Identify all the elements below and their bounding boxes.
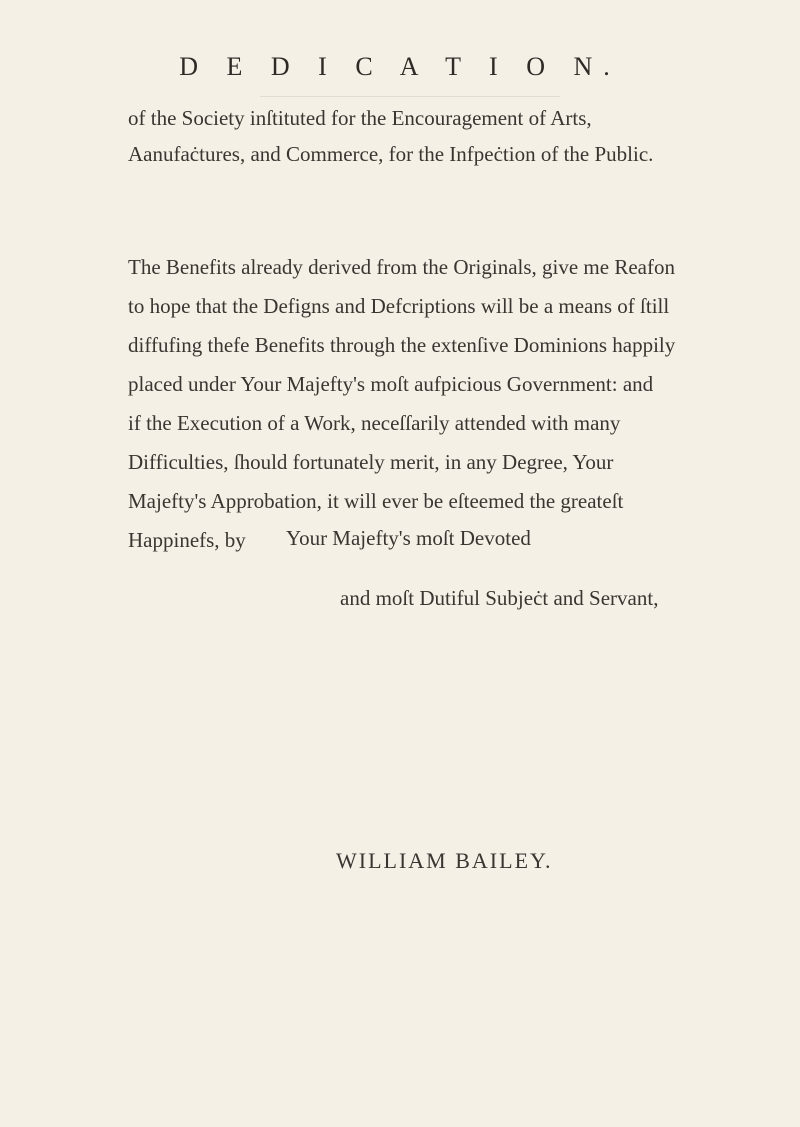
dedication-body (128, 248, 688, 560)
opening-line-2: Aanufaċtures, and Commerce, for the Infpeċtion of the Public. (128, 142, 654, 166)
body-line-1: The Benefits already derived from the Originals, give me Reafon (128, 255, 675, 279)
closing-line-1: Your Majefty's moſt Devoted (286, 526, 531, 550)
closing-line-2: and moſt Dutiful Subjeċt and Servant, (340, 586, 659, 610)
body-line-5: if the Execution of a Work, neceſſarily attended with many (128, 411, 621, 435)
opening-paragraph (128, 100, 688, 172)
body-line-3: diffufing thefe Benefits through the extenſive Dominions happily (128, 333, 676, 357)
body-line-6: Difficulties, ſhould fortunately merit, in any Degree, Your (128, 450, 614, 474)
body-line-7: Majefty's Approbation, it will ever be eſteemed the greateſt (128, 489, 624, 513)
page-header: D E D I C A T I O N. (179, 52, 621, 81)
body-line-4: placed under Your Majefty's moſt aufpicious Government: and (128, 372, 654, 396)
header-rule (260, 96, 560, 97)
body-line-2: to hope that the Defigns and Defcriptions will be a means of ſtill (128, 294, 670, 318)
body-line-8: Happinefs, by (128, 528, 246, 552)
signature: WILLIAM BAILEY. (336, 848, 553, 873)
opening-line-1: of the Society inſtituted for the Encouragement of Arts, (128, 106, 592, 130)
